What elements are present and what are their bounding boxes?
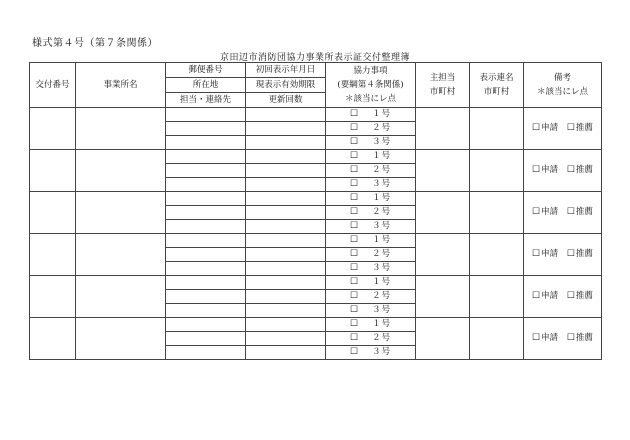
recommendation-checkbox[interactable] xyxy=(567,250,593,259)
recommendation-label: 推薦 xyxy=(575,249,593,260)
checkbox-icon[interactable]: ☐ xyxy=(566,123,575,133)
header-address: 所在地 xyxy=(166,78,246,93)
cooperation-item-cell[interactable] xyxy=(326,192,416,206)
checkbox-icon[interactable]: ☐ xyxy=(350,165,359,175)
cooperation-item-cell[interactable] xyxy=(326,248,416,262)
checkbox-icon[interactable]: ☐ xyxy=(532,249,541,259)
header-business-name: 事業所名 xyxy=(76,63,166,108)
joint-municipality-cell[interactable] xyxy=(470,150,524,192)
renewal-count-cell[interactable] xyxy=(246,178,326,192)
header-issue-number: 交付番号 xyxy=(30,63,76,108)
header-contact: 担当・連絡先 xyxy=(166,93,246,108)
renewal-count-cell[interactable] xyxy=(246,262,326,276)
remarks-cell xyxy=(524,108,602,150)
address-cell[interactable] xyxy=(166,248,246,262)
current-validity-cell[interactable] xyxy=(246,332,326,346)
joint-municipality-cell[interactable] xyxy=(470,234,524,276)
current-validity-cell[interactable] xyxy=(246,290,326,304)
first-display-date-cell[interactable] xyxy=(246,276,326,290)
cooperation-item-cell[interactable] xyxy=(326,290,416,304)
checkbox-icon[interactable]: ☐ xyxy=(350,235,359,245)
checkbox-icon[interactable]: ☐ xyxy=(350,151,359,161)
checkbox-icon[interactable]: ☐ xyxy=(350,109,359,119)
cooperation-option-label: ２号 xyxy=(372,165,392,176)
recommendation-label: 推薦 xyxy=(575,207,593,218)
checkbox-icon[interactable]: ☐ xyxy=(350,137,359,147)
remarks-cell xyxy=(524,192,602,234)
checkbox-icon[interactable]: ☐ xyxy=(532,165,541,175)
document-title: 京田辺市消防団協力事業所表示証交付整理簿 xyxy=(219,53,410,63)
issue-number-cell[interactable] xyxy=(30,234,76,276)
remarks-cell xyxy=(524,276,602,318)
cooperation-item-cell[interactable] xyxy=(326,178,416,192)
joint-municipality-cell[interactable] xyxy=(470,318,524,360)
checkbox-icon[interactable]: ☐ xyxy=(350,193,359,203)
header-remarks xyxy=(524,63,602,108)
application-checkbox[interactable] xyxy=(532,334,558,343)
cooperation-option-label: ３号 xyxy=(372,221,392,232)
application-checkbox[interactable] xyxy=(532,250,558,259)
postal-code-cell[interactable] xyxy=(166,150,246,164)
header-cooperation-line: ＊該当にレ点 xyxy=(344,94,396,104)
cooperation-item-cell[interactable] xyxy=(326,262,416,276)
joint-municipality-cell[interactable] xyxy=(470,108,524,150)
cooperation-item-cell[interactable] xyxy=(326,234,416,248)
cooperation-item-cell[interactable] xyxy=(326,276,416,290)
contact-cell[interactable] xyxy=(166,220,246,234)
business-name-cell[interactable] xyxy=(76,276,166,318)
header-postal-code: 郵便番号 xyxy=(166,63,246,78)
header-renewal-count: 更新回数 xyxy=(246,93,326,108)
first-display-date-cell[interactable] xyxy=(246,108,326,122)
renewal-count-cell[interactable] xyxy=(246,220,326,234)
application-label: 申請 xyxy=(541,123,559,134)
checkbox-icon[interactable]: ☐ xyxy=(350,305,359,315)
cooperation-option-label: １号 xyxy=(372,277,392,288)
business-name-cell[interactable] xyxy=(76,192,166,234)
cooperation-option-label: １号 xyxy=(372,319,392,330)
issue-number-cell[interactable] xyxy=(30,108,76,150)
renewal-count-cell[interactable] xyxy=(246,304,326,318)
cooperation-item-cell[interactable] xyxy=(326,136,416,150)
joint-municipality-cell[interactable] xyxy=(470,276,524,318)
issue-number-cell[interactable] xyxy=(30,276,76,318)
current-validity-cell[interactable] xyxy=(246,164,326,178)
application-label: 申請 xyxy=(541,207,559,218)
cooperation-item-cell[interactable] xyxy=(326,206,416,220)
current-validity-cell[interactable] xyxy=(246,206,326,220)
cooperation-option-label: ２号 xyxy=(372,333,392,344)
recommendation-checkbox[interactable] xyxy=(567,334,593,343)
application-checkbox[interactable] xyxy=(532,166,558,175)
address-cell[interactable] xyxy=(166,290,246,304)
checkbox-icon[interactable]: ☐ xyxy=(566,291,575,301)
checkbox-icon[interactable]: ☐ xyxy=(566,333,575,343)
cooperation-item-cell[interactable] xyxy=(326,122,416,136)
recommendation-label: 推薦 xyxy=(575,333,593,344)
application-checkbox[interactable] xyxy=(532,292,558,301)
business-name-cell[interactable] xyxy=(76,318,166,360)
cooperation-option-label: １号 xyxy=(372,235,392,246)
main-municipality-cell[interactable] xyxy=(416,318,470,360)
recommendation-checkbox[interactable] xyxy=(567,292,593,301)
cooperation-item-cell[interactable] xyxy=(326,220,416,234)
joint-municipality-cell[interactable] xyxy=(470,192,524,234)
checkbox-icon[interactable]: ☐ xyxy=(350,207,359,217)
cooperation-option-label: ３号 xyxy=(372,179,392,190)
postal-code-cell[interactable] xyxy=(166,276,246,290)
contact-cell[interactable] xyxy=(166,136,246,150)
main-municipality-cell[interactable] xyxy=(416,276,470,318)
checkbox-icon[interactable]: ☐ xyxy=(350,179,359,189)
address-cell[interactable] xyxy=(166,122,246,136)
cooperation-item-cell[interactable] xyxy=(326,346,416,360)
postal-code-cell[interactable] xyxy=(166,318,246,332)
checkbox-icon[interactable]: ☐ xyxy=(532,207,541,217)
cooperation-option-label: ２号 xyxy=(372,207,392,218)
header-remarks-line: ＊該当にレ点 xyxy=(536,87,588,97)
contact-cell[interactable] xyxy=(166,262,246,276)
application-checkbox[interactable] xyxy=(532,124,558,133)
remarks-cell xyxy=(524,234,602,276)
header-cooperation-line: 協力事項 xyxy=(353,66,388,76)
checkbox-icon[interactable]: ☐ xyxy=(532,333,541,343)
issue-number-cell[interactable] xyxy=(30,192,76,234)
header-joint-municipality-line: 表示連名 xyxy=(479,73,514,83)
issue-number-cell[interactable] xyxy=(30,318,76,360)
renewal-count-cell[interactable] xyxy=(246,346,326,360)
first-display-date-cell[interactable] xyxy=(246,150,326,164)
recommendation-checkbox[interactable] xyxy=(567,124,593,133)
recommendation-label: 推薦 xyxy=(575,123,593,134)
remarks-cell xyxy=(524,150,602,192)
checkbox-icon[interactable]: ☐ xyxy=(532,291,541,301)
cooperation-option-label: ３号 xyxy=(372,347,392,358)
ledger-table xyxy=(29,62,602,360)
address-cell[interactable] xyxy=(166,164,246,178)
postal-code-cell[interactable] xyxy=(166,192,246,206)
header-first-display-date: 初回表示年月日 xyxy=(246,63,326,78)
contact-cell[interactable] xyxy=(166,178,246,192)
cooperation-item-cell[interactable] xyxy=(326,304,416,318)
checkbox-icon[interactable]: ☐ xyxy=(532,123,541,133)
application-label: 申請 xyxy=(541,291,559,302)
application-label: 申請 xyxy=(541,249,559,260)
header-cooperation-line: (要綱第４条関係) xyxy=(337,80,404,90)
business-name-cell[interactable] xyxy=(76,108,166,150)
header-main-municipality-line: 主担当 xyxy=(429,73,456,83)
main-municipality-cell[interactable] xyxy=(416,108,470,150)
cooperation-item-cell[interactable] xyxy=(326,318,416,332)
cooperation-option-label: ２号 xyxy=(372,291,392,302)
checkbox-icon[interactable]: ☐ xyxy=(350,291,359,301)
business-name-cell[interactable] xyxy=(76,234,166,276)
header-joint-municipality-line: 市町村 xyxy=(483,87,510,97)
issue-number-cell[interactable] xyxy=(30,150,76,192)
checkbox-icon[interactable]: ☐ xyxy=(350,249,359,259)
first-display-date-cell[interactable] xyxy=(246,318,326,332)
current-validity-cell[interactable] xyxy=(246,122,326,136)
main-municipality-cell[interactable] xyxy=(416,150,470,192)
checkbox-icon[interactable]: ☐ xyxy=(566,249,575,259)
checkbox-icon[interactable]: ☐ xyxy=(350,347,359,357)
header-remarks-line: 備考 xyxy=(553,73,571,83)
cooperation-item-cell[interactable] xyxy=(326,164,416,178)
application-label: 申請 xyxy=(541,165,559,176)
cooperation-option-label: ３号 xyxy=(372,305,392,316)
contact-cell[interactable] xyxy=(166,304,246,318)
first-display-date-cell[interactable] xyxy=(246,192,326,206)
checkbox-icon[interactable]: ☐ xyxy=(566,165,575,175)
first-display-date-cell[interactable] xyxy=(246,234,326,248)
recommendation-label: 推薦 xyxy=(575,165,593,176)
header-joint-municipality xyxy=(470,63,524,108)
address-cell[interactable] xyxy=(166,332,246,346)
form-number: 様式第４号（第７条関係） xyxy=(32,38,158,49)
main-municipality-cell[interactable] xyxy=(416,192,470,234)
cooperation-option-label: ２号 xyxy=(372,123,392,134)
main-municipality-cell[interactable] xyxy=(416,234,470,276)
checkbox-icon[interactable]: ☐ xyxy=(350,221,359,231)
header-current-validity: 現表示有効期限 xyxy=(246,78,326,93)
address-cell[interactable] xyxy=(166,206,246,220)
header-main-municipality-line: 市町村 xyxy=(429,87,456,97)
checkbox-icon[interactable]: ☐ xyxy=(566,207,575,217)
postal-code-cell[interactable] xyxy=(166,234,246,248)
application-label: 申請 xyxy=(541,333,559,344)
remarks-cell xyxy=(524,318,602,360)
cooperation-item-cell[interactable] xyxy=(326,108,416,122)
header-main-municipality xyxy=(416,63,470,108)
checkbox-icon[interactable]: ☐ xyxy=(350,123,359,133)
ledger-body xyxy=(30,108,602,360)
cooperation-option-label: １号 xyxy=(372,151,392,162)
cooperation-option-label: ２号 xyxy=(372,249,392,260)
checkbox-icon[interactable]: ☐ xyxy=(350,263,359,273)
checkbox-icon[interactable]: ☐ xyxy=(350,277,359,287)
cooperation-option-label: １号 xyxy=(372,193,392,204)
current-validity-cell[interactable] xyxy=(246,248,326,262)
cooperation-option-label: ３号 xyxy=(372,137,392,148)
business-name-cell[interactable] xyxy=(76,150,166,192)
application-checkbox[interactable] xyxy=(532,208,558,217)
cooperation-option-label: ３号 xyxy=(372,263,392,274)
cooperation-item-cell[interactable] xyxy=(326,150,416,164)
recommendation-checkbox[interactable] xyxy=(567,208,593,217)
checkbox-icon[interactable]: ☐ xyxy=(350,333,359,343)
postal-code-cell[interactable] xyxy=(166,108,246,122)
contact-cell[interactable] xyxy=(166,346,246,360)
renewal-count-cell[interactable] xyxy=(246,136,326,150)
cooperation-item-cell[interactable] xyxy=(326,332,416,346)
header-cooperation-items xyxy=(326,63,416,108)
cooperation-option-label: １号 xyxy=(372,109,392,120)
recommendation-label: 推薦 xyxy=(575,291,593,302)
checkbox-icon[interactable]: ☐ xyxy=(350,319,359,329)
recommendation-checkbox[interactable] xyxy=(567,166,593,175)
